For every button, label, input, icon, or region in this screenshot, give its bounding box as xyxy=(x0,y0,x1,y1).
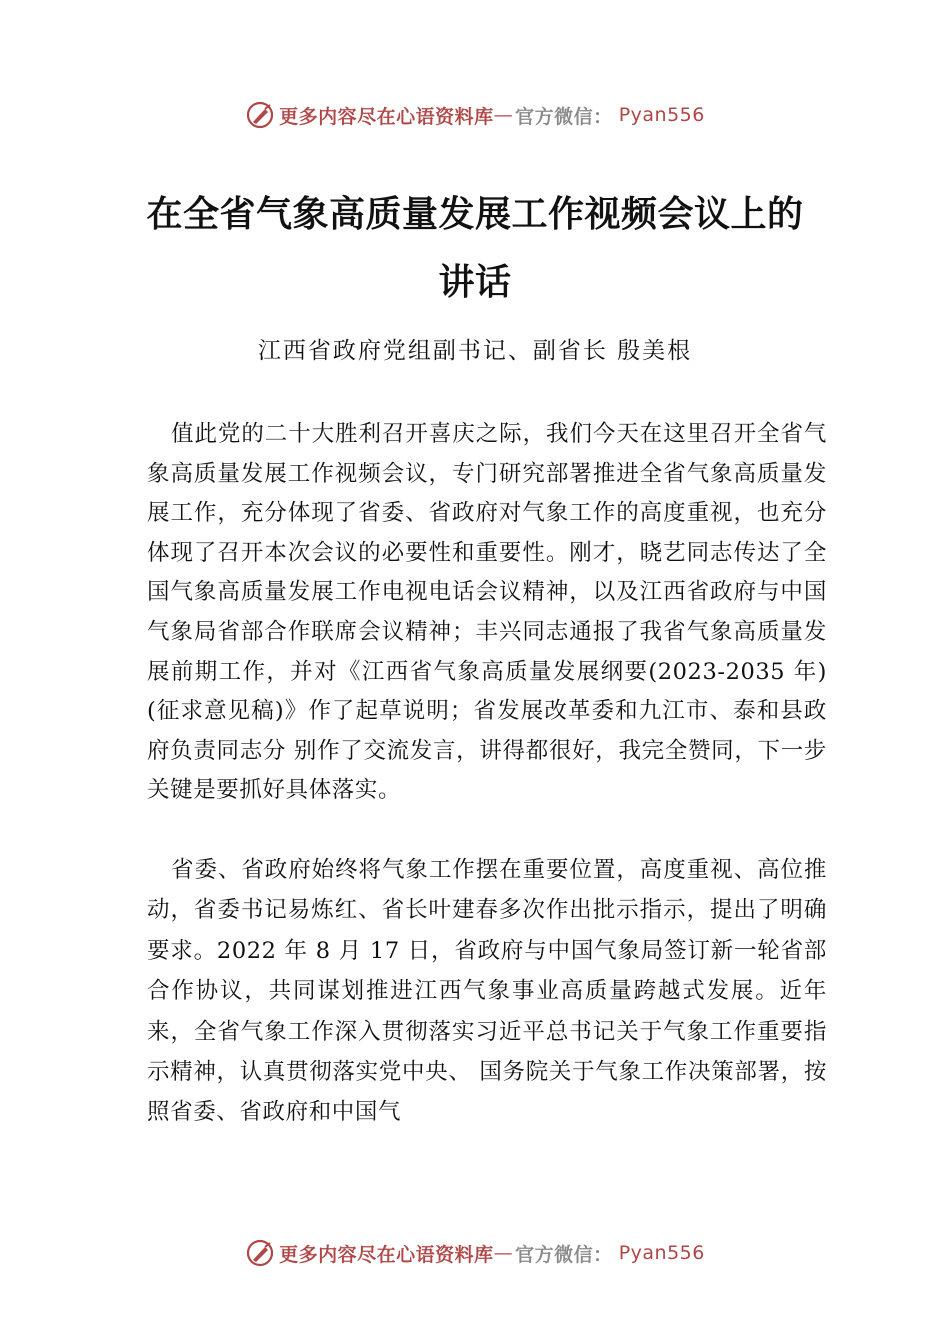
watermark-text: 更多内容尽在心语资料库 xyxy=(279,1243,494,1266)
header-watermark xyxy=(0,95,950,135)
watermark-label: 官方微信： xyxy=(515,1243,613,1266)
watermark-dash: — xyxy=(493,1242,514,1264)
watermark-text: 更多内容尽在心语资料库 xyxy=(279,105,494,128)
quill-logo-icon xyxy=(245,100,275,130)
quill-logo-icon xyxy=(245,1238,275,1268)
footer-watermark xyxy=(0,1233,950,1273)
body-paragraph-2: 省委、省政府始终将气象工作摆在重要位置，高度重视、高位推动，省委书记易炼红、省长叶建春多次作出批示指示，提出了明确要求。2022 年 8 月 17 日，省政府与中国气象局签订新一轮省部合作协议，共同谋划推进江西气象事业高质量跨越式发展。近年来，全省气象工作深入贯彻落实习近平总书记关于气象工作重要指示精神，认真贯彻落实党中央、 国务院关于气象工作决策部署，按照省委、省政府和中国气 xyxy=(147,857,827,1126)
document-title-line-2: 讲话 xyxy=(438,261,512,303)
document-byline: 江西省政府党组副书记、副省长 殷美根 xyxy=(257,338,693,364)
watermark-label: 官方微信： xyxy=(515,105,613,128)
watermark-wechat-id: Pyan556 xyxy=(618,1242,705,1264)
document-title-line-1: 在全省气象高质量发展工作视频会议上的 xyxy=(146,193,804,235)
body-paragraph-1: 值此党的二十大胜利召开喜庆之际，我们今天在这里召开全省气象高质量发展工作视频会议，专门研究部署推进全省气象高质量发展工作，充分体现了省委、省政府对气象工作的高度重视，也充分体现了召开本次会议的必要性和重要性。刚才，晓艺同志传达了全国气象高质量发展工作电视电话会议精神，以及江西省政府与中国气象局省部合作联席会议精神；丰兴同志通报了我省气象高质量发展前期工作，并对《江西省气象高质量发展纲要(2023-2035 年)(征求意见稿)》作了起草说明；省发展改革委和九江市、泰和县政府负责同志分 别作了交流发言，讲得都很好，我完全赞同，下一步关键是要抓好具体落实。 xyxy=(147,421,827,804)
watermark-wechat-id: Pyan556 xyxy=(618,104,705,126)
watermark-dash: — xyxy=(493,104,514,126)
